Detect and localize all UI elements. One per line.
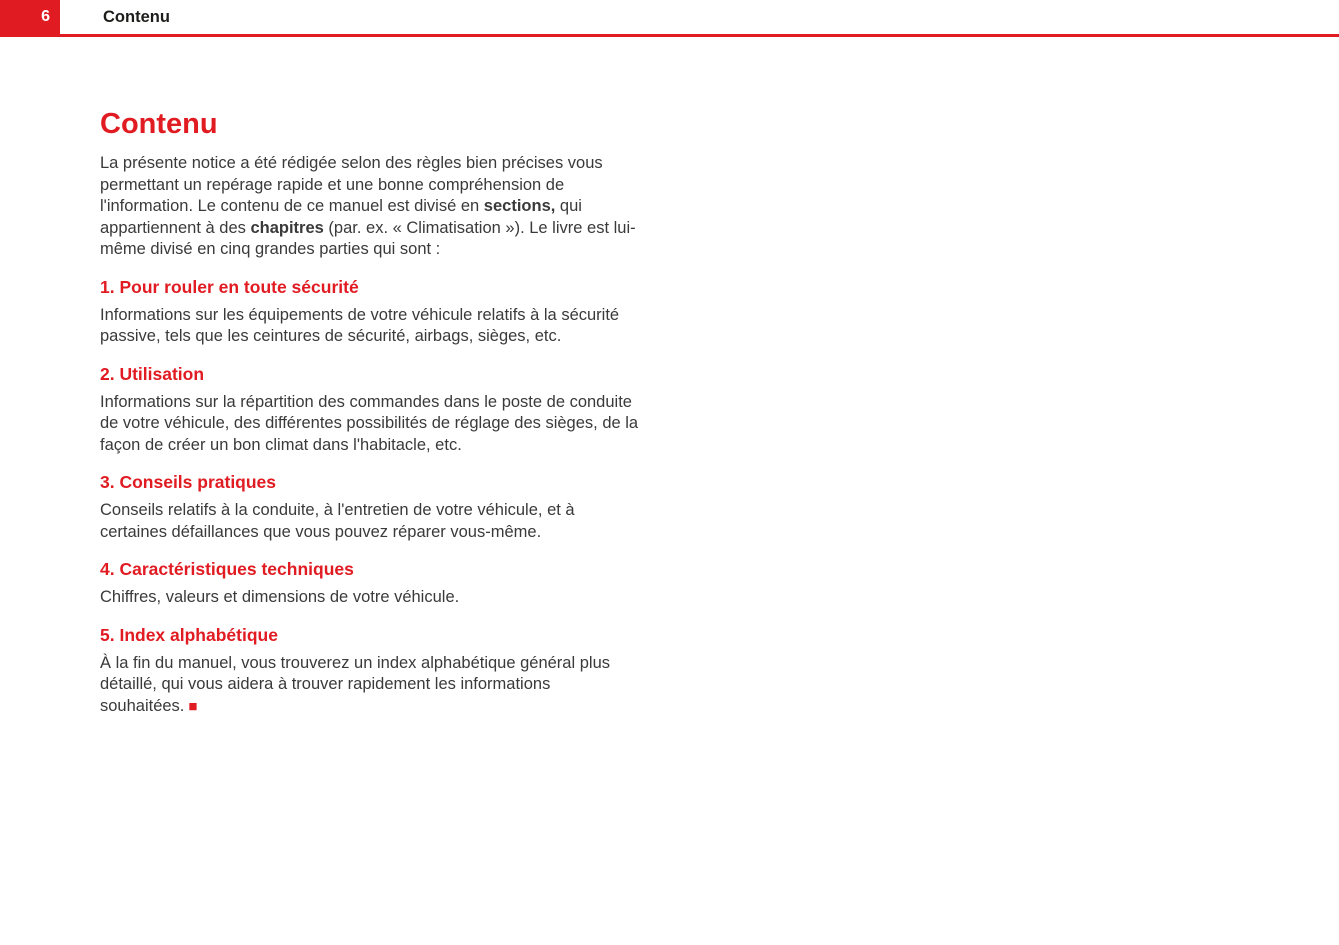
section-heading: 1. Pour rouler en toute sécurité xyxy=(100,276,359,297)
section-body: Informations sur la répartition des commandes dans le poste de conduite de votre véhicule, des différentes possibilités de réglage des sièges, de la façon de créer un bon climat dans l'habitacle, etc. xyxy=(100,392,639,454)
section-heading: 2. Utilisation xyxy=(100,363,205,384)
end-of-article-marker: ■ xyxy=(188,697,198,715)
section-body-text: À la fin du manuel, vous trouverez un index alphabétique général plus détaillé, qui vous aidera à trouver rapidement les informations souhaitées. xyxy=(100,653,611,715)
section-body: Conseils relatifs à la conduite, à l'entretien de votre véhicule, et à certaines défaillances que vous pouvez réparer vous-même. xyxy=(100,501,575,541)
page-number-tab xyxy=(0,0,65,34)
section-heading: 5. Index alphabétique xyxy=(100,624,278,645)
intro-text-2: qui appartiennent à des xyxy=(100,197,582,237)
intro-text-3: (par. ex. « Climatisation »). Le livre est lui-même divisé en cinq grandes parties qui sont : xyxy=(100,218,636,258)
intro-bold-sections: sections, xyxy=(483,197,556,215)
section-body xyxy=(100,653,646,718)
intro-bold-chapitres: chapitres xyxy=(250,218,324,237)
section-2 xyxy=(100,363,660,457)
section-1 xyxy=(100,276,660,348)
article-title: Contenu xyxy=(100,108,218,140)
page-number: 6 xyxy=(41,8,50,25)
section-4 xyxy=(100,558,660,609)
page-header xyxy=(0,0,1339,37)
section-3 xyxy=(100,471,660,543)
section-body: Informations sur les équipements de votre véhicule relatifs à la sécurité passive, tels que les ceintures de sécurité, airbags, sièges, etc. xyxy=(100,305,620,345)
intro-text-1: La présente notice a été rédigée selon des règles bien précises vous permettant un repérage rapide et une bonne compréhension de l'information. Le contenu de ce manuel est divisé en xyxy=(100,154,603,215)
section-heading: 3. Conseils pratiques xyxy=(100,472,277,492)
intro-paragraph xyxy=(100,153,646,261)
article xyxy=(0,37,660,717)
running-header-title: Contenu xyxy=(103,8,170,26)
section-5 xyxy=(100,624,660,718)
header-rule xyxy=(0,34,1339,37)
section-body: Chiffres, valeurs et dimensions de votre véhicule. xyxy=(100,588,460,606)
section-heading: 4. Caractéristiques techniques xyxy=(100,559,354,579)
